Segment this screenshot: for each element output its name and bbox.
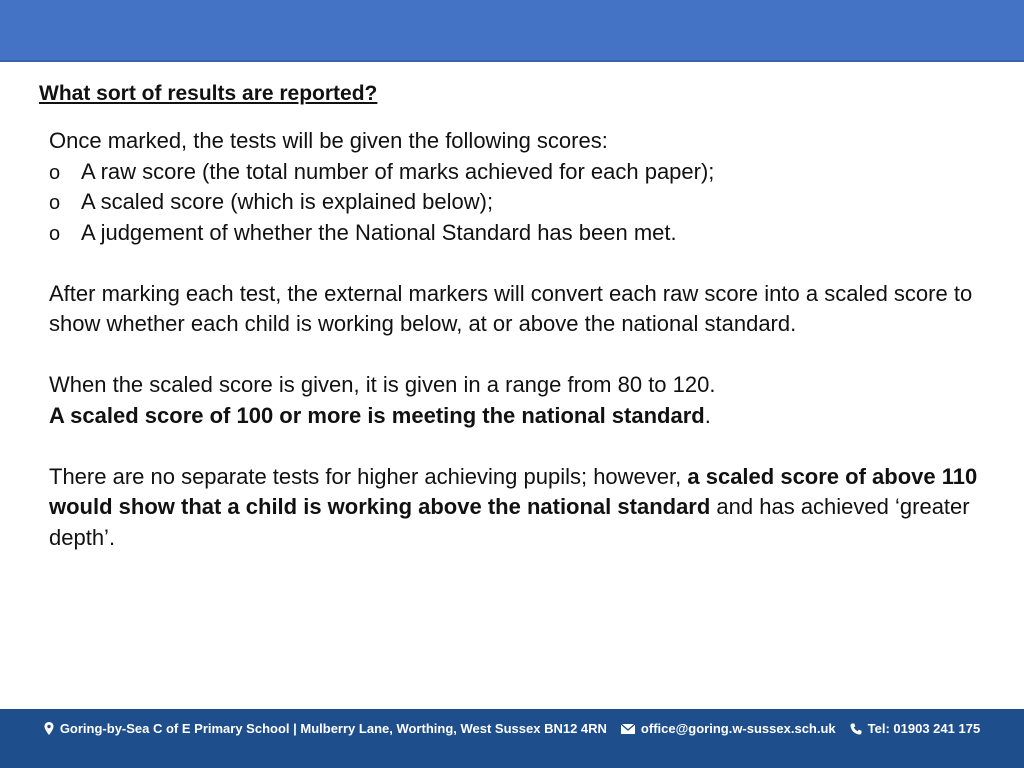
bullet-marker: o [49,222,61,245]
conversion-paragraph: After marking each test, the external markers will convert each raw score into a scaled score to show whether each child is working below, at or above the national standard. [49,280,973,336]
bullet-marker: o [49,161,61,184]
range-text: When the scaled score is given, it is given in a range from 80 to 120. [49,372,716,397]
footer-bar [0,709,1024,768]
sentence-end: . [704,402,711,428]
national-standard-statement: A scaled score of 100 or more is meeting the national standard [49,402,705,428]
school-address: Goring-by-Sea C of E Primary School | Mulberry Lane, Worthing, West Sussex BN12 4RN [59,721,607,736]
school-email[interactable]: office@goring.w-sussex.sch.uk [640,721,836,736]
phone-icon [850,723,862,735]
greater-depth-text: There are no separate tests for higher achieving pupils; however, [49,463,688,489]
range-paragraph [49,370,999,431]
school-phone: Tel: 01903 241 175 [867,721,981,736]
footer-contact-line [0,721,1024,736]
envelope-icon [621,724,635,734]
intro-text: Once marked, the tests will be given the following scores: [49,128,608,153]
bullet-marker: o [49,192,61,214]
list-item-text: A raw score (the total number of marks achieved for each paper); [81,158,715,184]
list-item [49,187,999,218]
list-item-text: A scaled score (which is explained below); [81,189,494,214]
section-heading: What sort of results are reported? [39,82,378,105]
greater-depth-statement: a scaled score of above 110 would show that a child is working above the national standard [49,463,978,519]
list-item [49,218,999,249]
greater-depth-end: and has achieved ‘greater depth’. [49,494,970,550]
greater-depth-paragraph [49,462,999,554]
slide-content [49,126,999,553]
location-pin-icon [44,722,54,735]
list-item-text: A judgement of whether the National Standard has been met. [81,219,677,245]
top-banner [0,0,1024,62]
score-types-list [49,157,999,249]
list-item [49,157,999,188]
